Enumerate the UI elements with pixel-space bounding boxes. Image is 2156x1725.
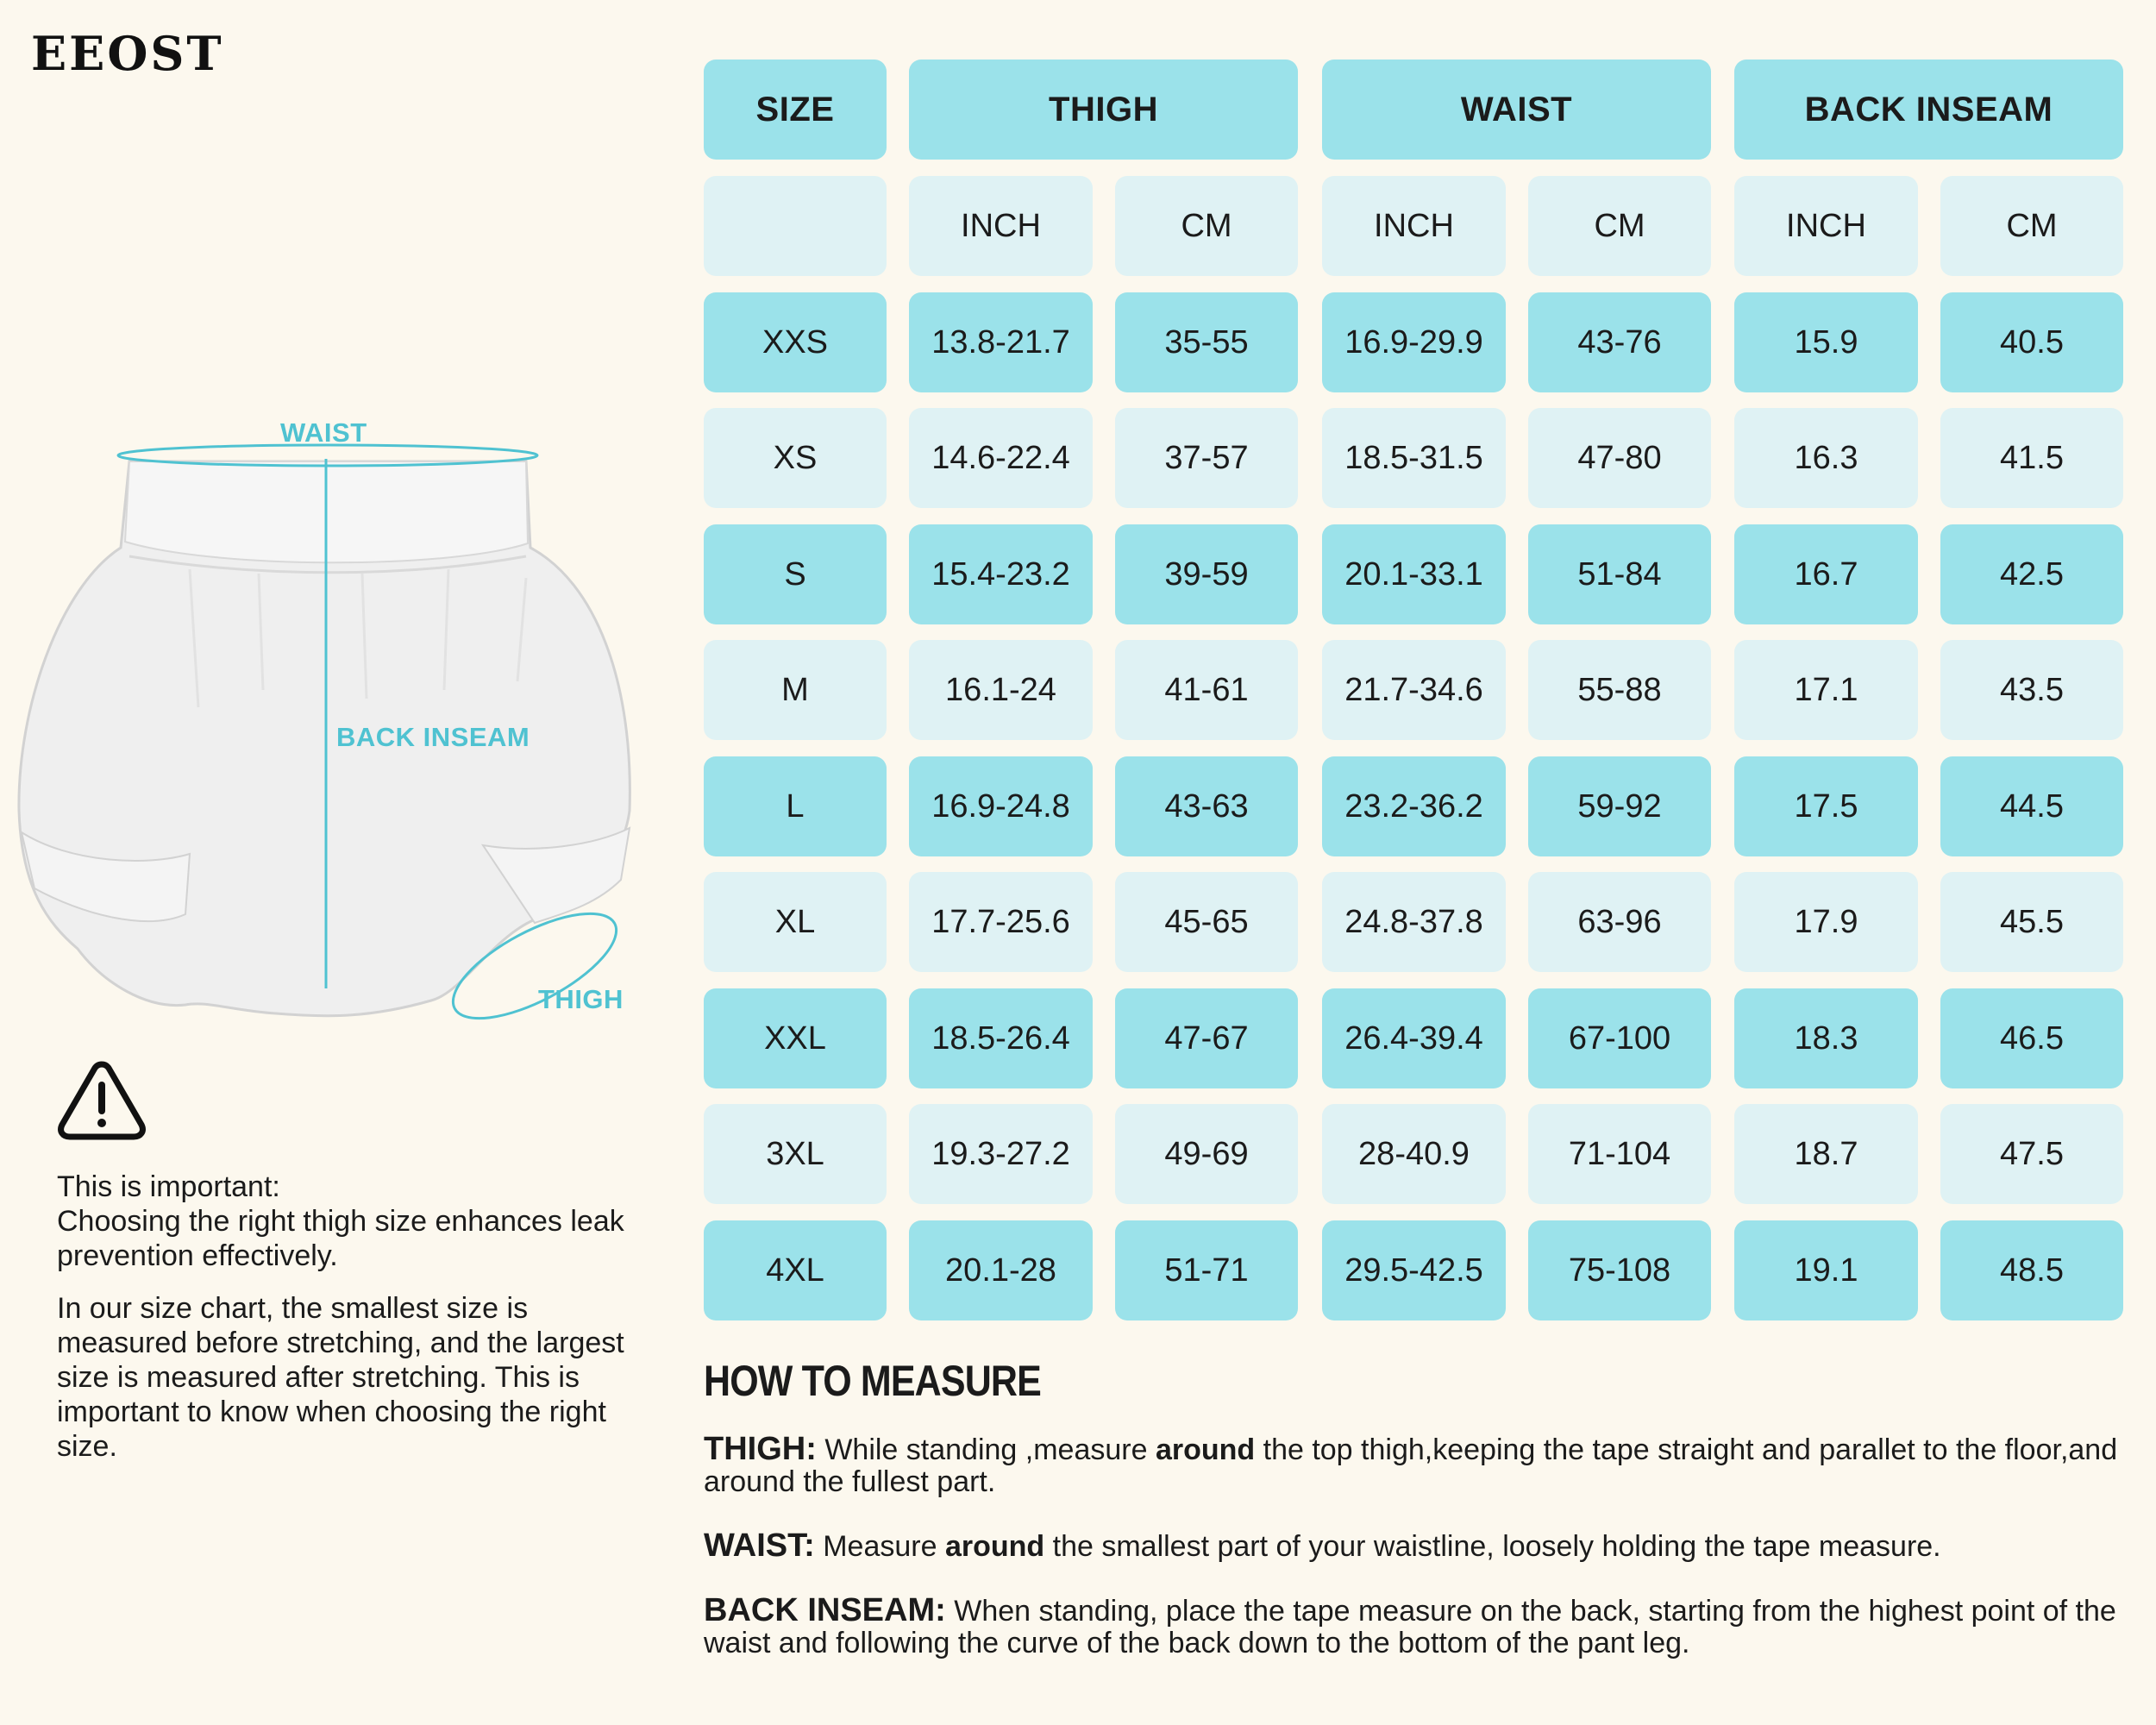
table-cell: 47-67	[1115, 988, 1298, 1088]
table-cell: 17.7-25.6	[909, 872, 1093, 972]
table-cell: 17.5	[1734, 756, 1918, 856]
thigh-label: THIGH	[538, 984, 624, 1014]
thigh-instruction-text: While standing ,measure	[816, 1433, 1156, 1466]
table-cell: 51-84	[1528, 524, 1711, 624]
waist-instruction-label: WAIST:	[704, 1527, 815, 1564]
table-cell: 18.7	[1734, 1104, 1918, 1204]
table-cell: 24.8-37.8	[1322, 872, 1506, 972]
waist-instruction	[704, 1527, 2118, 1564]
back-inseam-instruction-label: BACK INSEAM:	[704, 1592, 946, 1628]
table-cell: 43-76	[1528, 292, 1711, 392]
table-cell: 26.4-39.4	[1322, 988, 1506, 1088]
table-cell: 16.1-24	[909, 640, 1093, 740]
header-waist: WAIST	[1322, 60, 1711, 160]
table-cell: 28-40.9	[1322, 1104, 1506, 1204]
thigh-instruction	[704, 1433, 2118, 1498]
size-label-cell: L	[704, 756, 887, 856]
table-cell: 37-57	[1115, 408, 1298, 508]
table-cell: 19.1	[1734, 1220, 1918, 1320]
table-cell: 20.1-28	[909, 1220, 1093, 1320]
thigh-instruction-emphasis: around	[1155, 1433, 1256, 1466]
table-cell: 15.4-23.2	[909, 524, 1093, 624]
table-cell: 14.6-22.4	[909, 408, 1093, 508]
table-cell: 20.1-33.1	[1322, 524, 1506, 624]
table-cell: 23.2-36.2	[1322, 756, 1506, 856]
stretching-note	[57, 1291, 643, 1464]
table-cell: 63-96	[1528, 872, 1711, 972]
table-cell: 55-88	[1528, 640, 1711, 740]
thigh-instruction-label: THIGH:	[704, 1431, 817, 1467]
table-cell: 41.5	[1940, 408, 2123, 508]
waist-instruction-text-end: the smallest part of your waistline, loosely holding the tape measure.	[1044, 1530, 1941, 1563]
unit-header-cell: CM	[1115, 176, 1298, 276]
size-label-cell: S	[704, 524, 887, 624]
header-thigh: THIGH	[909, 60, 1298, 160]
table-cell: 67-100	[1528, 988, 1711, 1088]
header-size: SIZE	[704, 60, 887, 160]
table-cell: 47.5	[1940, 1104, 2123, 1204]
table-cell: 17.9	[1734, 872, 1918, 972]
thigh-instruction-text-end: the top thigh,keeping the tape straight and parallet to the floor,and around the fullest part.	[704, 1433, 2118, 1498]
important-note	[57, 1170, 643, 1273]
table-cell: 15.9	[1734, 292, 1918, 392]
table-cell: 47-80	[1528, 408, 1711, 508]
size-label-cell: M	[704, 640, 887, 740]
table-cell: 17.1	[1734, 640, 1918, 740]
unit-header-cell: INCH	[909, 176, 1093, 276]
size-label-cell: XXL	[704, 988, 887, 1088]
size-label-cell: XL	[704, 872, 887, 972]
table-cell: 18.5-26.4	[909, 988, 1093, 1088]
table-cell: 45.5	[1940, 872, 2123, 972]
table-cell: 51-71	[1115, 1220, 1298, 1320]
table-cell: 44.5	[1940, 756, 2123, 856]
table-cell: 71-104	[1528, 1104, 1711, 1204]
stretching-note-text: In our size chart, the smallest size is measured before stretching, and the largest size is measured after stretching. This is important to know when choosing the right size.	[57, 1292, 624, 1463]
waist-instruction-text: Measure	[814, 1530, 945, 1563]
waist-instruction-emphasis: around	[944, 1530, 1045, 1563]
table-cell: 13.8-21.7	[909, 292, 1093, 392]
important-note-text: Choosing the right thigh size enhances leak prevention effectively.	[57, 1205, 624, 1272]
table-cell: 45-65	[1115, 872, 1298, 972]
unit-header-cell: CM	[1940, 176, 2123, 276]
table-cell: 42.5	[1940, 524, 2123, 624]
table-cell: 39-59	[1115, 524, 1298, 624]
table-cell: 41-61	[1115, 640, 1298, 740]
table-cell: 16.9-24.8	[909, 756, 1093, 856]
table-cell: 21.7-34.6	[1322, 640, 1506, 740]
back-inseam-instruction-text: When standing, place the tape measure on the back, starting from the highest point of the waist and following the curve of the back down to the bottom of the pant leg.	[704, 1595, 2116, 1659]
table-cell: 59-92	[1528, 756, 1711, 856]
table-cell: 16.7	[1734, 524, 1918, 624]
table-cell: 19.3-27.2	[909, 1104, 1093, 1204]
back-inseam-instruction	[704, 1592, 2118, 1659]
size-label-cell: XXS	[704, 292, 887, 392]
size-label-cell: 3XL	[704, 1104, 887, 1204]
unit-header-cell: CM	[1528, 176, 1711, 276]
garment-illustration	[0, 397, 655, 1052]
brand-logo: EEOST	[31, 26, 224, 81]
table-cell: 46.5	[1940, 988, 2123, 1088]
unit-header-cell: INCH	[1322, 176, 1506, 276]
table-cell: 75-108	[1528, 1220, 1711, 1320]
table-cell: 49-69	[1115, 1104, 1298, 1204]
table-cell: 40.5	[1940, 292, 2123, 392]
table-cell: 29.5-42.5	[1322, 1220, 1506, 1320]
how-to-measure-title: HOW TO MEASURE	[704, 1357, 1041, 1405]
table-cell: 18.5-31.5	[1322, 408, 1506, 508]
unit-header-cell: INCH	[1734, 176, 1918, 276]
back-inseam-label: BACK INSEAM	[336, 722, 530, 752]
size-label-cell: 4XL	[704, 1220, 887, 1320]
units-blank-cell	[704, 176, 887, 276]
table-cell: 43-63	[1115, 756, 1298, 856]
size-label-cell: XS	[704, 408, 887, 508]
table-cell: 35-55	[1115, 292, 1298, 392]
table-cell: 48.5	[1940, 1220, 2123, 1320]
header-back-inseam: BACK INSEAM	[1734, 60, 2123, 160]
table-cell: 43.5	[1940, 640, 2123, 740]
table-cell: 16.3	[1734, 408, 1918, 508]
table-cell: 16.9-29.9	[1322, 292, 1506, 392]
warning-triangle-icon	[57, 1059, 147, 1142]
important-note-heading: This is important:	[57, 1170, 280, 1203]
briefs-drawing	[0, 397, 655, 1052]
waist-label: WAIST	[280, 417, 367, 448]
table-cell: 18.3	[1734, 988, 1918, 1088]
